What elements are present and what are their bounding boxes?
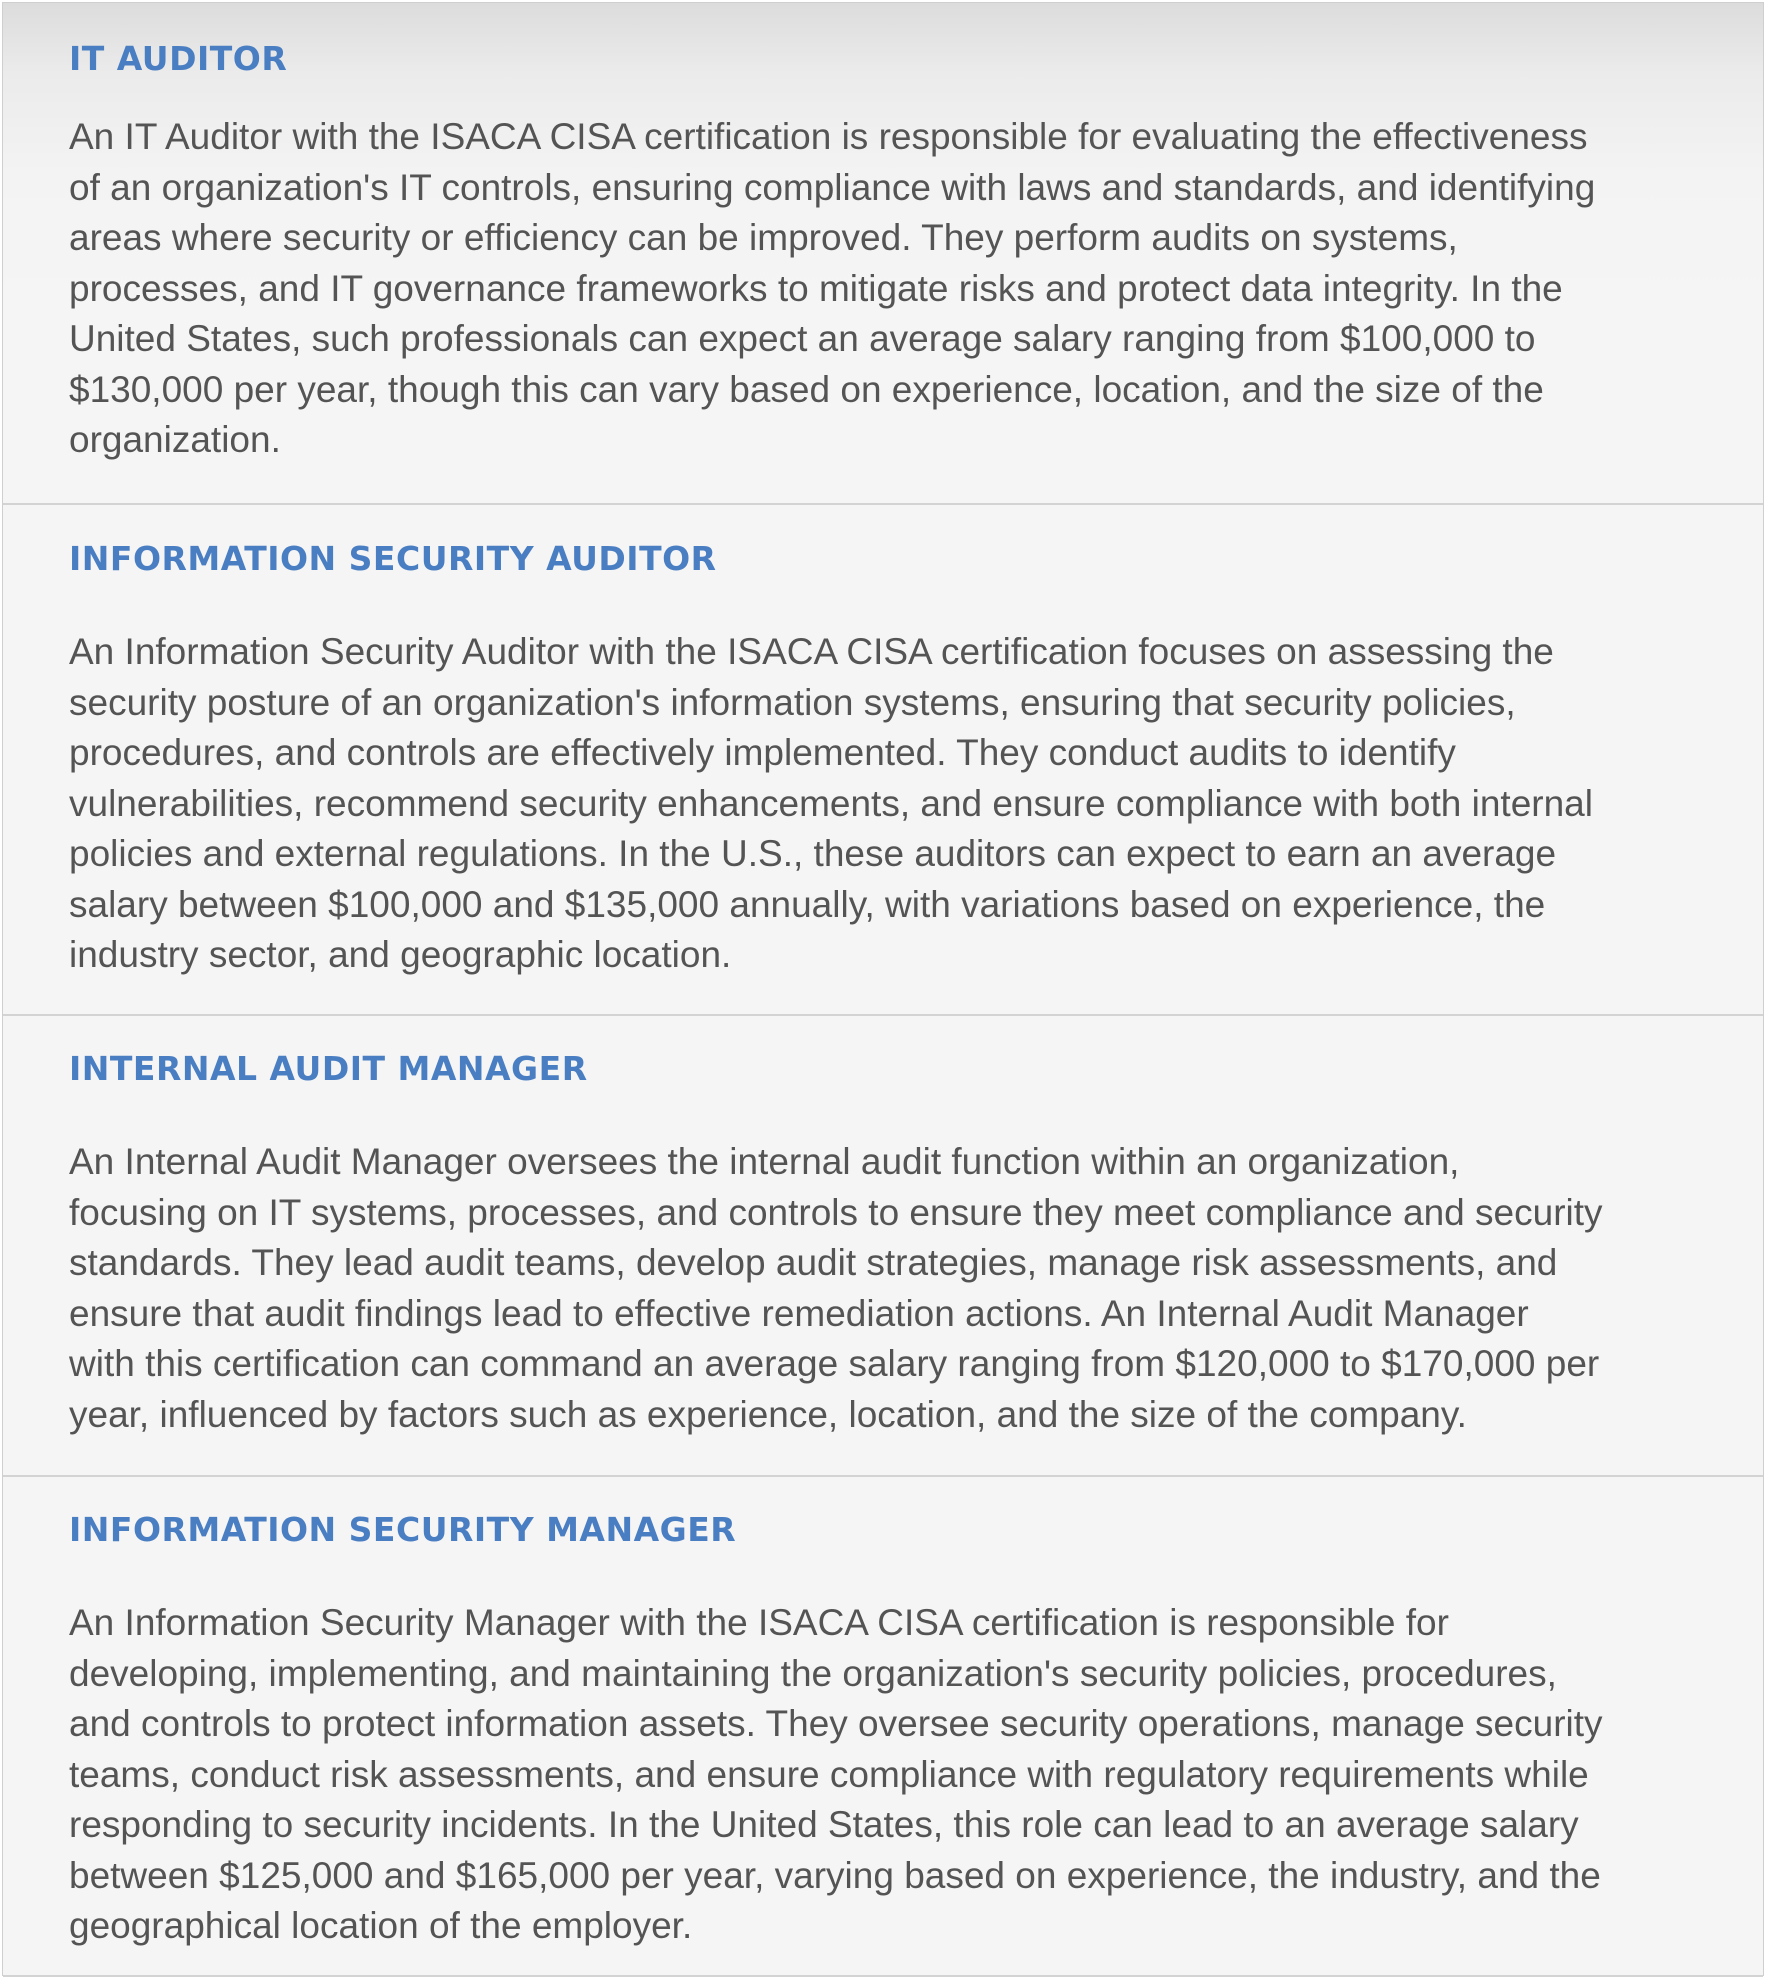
job-description: An Internal Audit Manager oversees the internal audit function within an organization, focusing on IT systems, processes, and controls to ensure they meet compliance and security standards. They lead audit teams, develop audit strategies, manage risk assessments, and ensure that audit findings lead to effective remediation actions. An Internal Audit Manager with this certification can command an average salary ranging from $120,000 to $170,000 per year, influenced by factors such as experience, location, and the size of the company. (69, 1141, 1603, 1435)
job-title: INTERNAL AUDIT MANAGER (69, 1049, 588, 1088)
job-description: An Information Security Manager with the ISACA CISA certification is responsible for developing, implementing, and maintaining the organization's security policies, procedures, and controls to protect information assets. They oversee security operations, manage security teams, conduct risk assessments, and ensure compliance with regulatory requirements while responding to security incidents. In the United States, this role can lead to an average salary between $125,000 and $165,000 per year, varying based on experience, the industry, and the geographical location of the employer. (69, 1602, 1603, 1946)
job-card-information-security-auditor (3, 505, 1763, 1016)
job-description: An IT Auditor with the ISACA CISA certification is responsible for evaluating the effectiveness of an organization's IT controls, ensuring compliance with laws and standards, and identifying areas where security or efficiency can be improved. They perform audits on systems, processes, and IT governance frameworks to mitigate risks and protect data integrity. In the United States, such professionals can expect an average salary ranging from $100,000 to $130,000 per year, though this can vary based on experience, location, and the size of the organization. (69, 116, 1596, 460)
job-card-internal-audit-manager (3, 1016, 1763, 1477)
job-description: An Information Security Auditor with the ISACA CISA certification focuses on assessing the security posture of an organization's information systems, ensuring that security policies, procedures, and controls are effectively implemented. They conduct audits to identify vulnerabilities, recommend security enhancements, and ensure compliance with both internal policies and external regulations. In the U.S., these auditors can expect to earn an average salary between $100,000 and $135,000 annually, with variations based on experience, the industry sector, and geographic location. (69, 631, 1593, 975)
job-title: IT AUDITOR (69, 39, 288, 78)
job-card-information-security-manager (3, 1477, 1763, 1977)
job-title: INFORMATION SECURITY MANAGER (69, 1510, 737, 1549)
job-roles-panel (2, 2, 1764, 1976)
job-title: INFORMATION SECURITY AUDITOR (69, 539, 717, 578)
job-card-it-auditor (3, 3, 1763, 505)
